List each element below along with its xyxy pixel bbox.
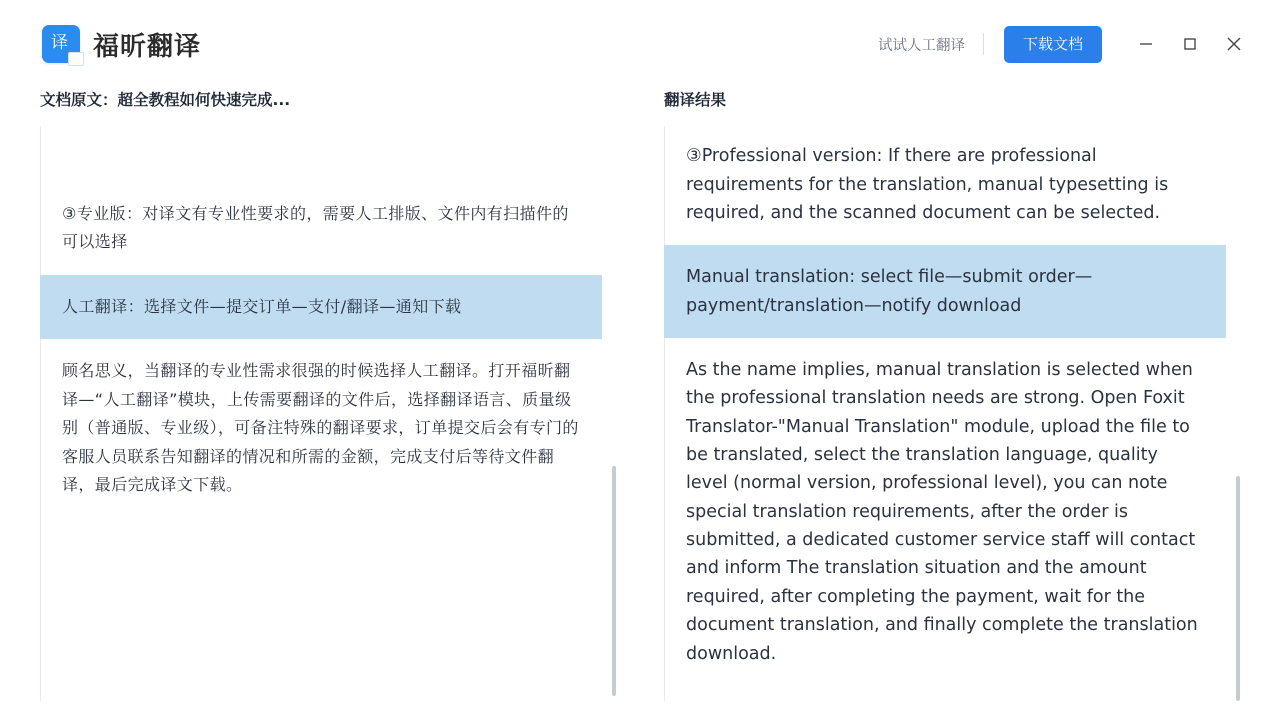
- title-bar-actions: [878, 22, 1256, 66]
- minimize-icon[interactable]: [1124, 22, 1168, 66]
- target-text-area[interactable]: [664, 126, 1240, 701]
- source-scrollbar[interactable]: [612, 126, 616, 701]
- app-title: 福昕翻译: [93, 31, 202, 62]
- target-scrollbar-thumb[interactable]: [1236, 476, 1240, 701]
- divider: [983, 33, 984, 55]
- target-segment-2-highlighted[interactable]: Manual translation: select file—submit order—payment/translation—notify download: [664, 245, 1226, 338]
- source-scrollbar-thumb[interactable]: [612, 466, 616, 696]
- logo-sheet-shape: [68, 52, 84, 66]
- close-icon[interactable]: [1212, 22, 1256, 66]
- source-title-file: 超全教程如何快速完成...: [117, 91, 291, 109]
- window-controls: [1124, 22, 1256, 66]
- source-segment-3[interactable]: 顾名思义，当翻译的专业性需求很强的时候选择人工翻译。打开福昕翻译—“人工翻译”模块，上传需要翻译的文件后，选择翻译语言、质量级别（普通版、专业级），可备注特殊的翻译要求，订单提交后会有专门的客服人员联系告知翻译的情况和所需的金额，完成支付后等待文件翻译，最后完成译文下载。: [62, 361, 579, 495]
- human-translation-link[interactable]: 试试人工翻译: [877, 37, 965, 54]
- target-segment-3[interactable]: As the name implies, manual translation is selected when the professional translation needs are strong. Open Foxit Translator-"Manual Translation" module, upload the file to be translated, select the translation language, quality level (normal version, professional level), you can note special translation requirements, after the order is submitted, a dedicated customer service staff will contact and inform The translation situation and the amount required, after completing the payment, wait for the document translation, and finally complete the translation download.: [686, 360, 1198, 664]
- target-scrollbar[interactable]: [1236, 126, 1240, 701]
- logo-glyph: 译: [51, 32, 68, 53]
- download-document-button[interactable]: 下载文档: [1004, 26, 1102, 63]
- target-segments: [664, 126, 1226, 686]
- source-pane: [40, 88, 616, 701]
- main-content: [0, 88, 1280, 701]
- source-segment-1[interactable]: ③专业版：对译文有专业性要求的，需要人工排版、文件内有扫描件的可以选择: [62, 204, 569, 252]
- brand: [42, 25, 201, 63]
- source-title-label: 文档原文：: [40, 91, 118, 109]
- source-segments: [40, 126, 602, 518]
- app-logo-icon: [42, 25, 80, 63]
- source-pane-title: [40, 88, 616, 110]
- source-text-area[interactable]: [40, 126, 616, 701]
- target-pane-title: 翻译结果: [664, 91, 727, 109]
- target-segment-1[interactable]: ③Professional version: If there are professional requirements for the translation, manual typesetting is required, and the scanned document can be selected.: [686, 146, 1169, 224]
- source-segment-2-highlighted[interactable]: 人工翻译：选择文件—提交订单—支付/翻译—通知下载: [40, 275, 602, 339]
- title-bar: [0, 0, 1280, 88]
- target-pane: [664, 88, 1240, 701]
- source-spacer: [40, 126, 602, 182]
- maximize-icon[interactable]: [1168, 22, 1212, 66]
